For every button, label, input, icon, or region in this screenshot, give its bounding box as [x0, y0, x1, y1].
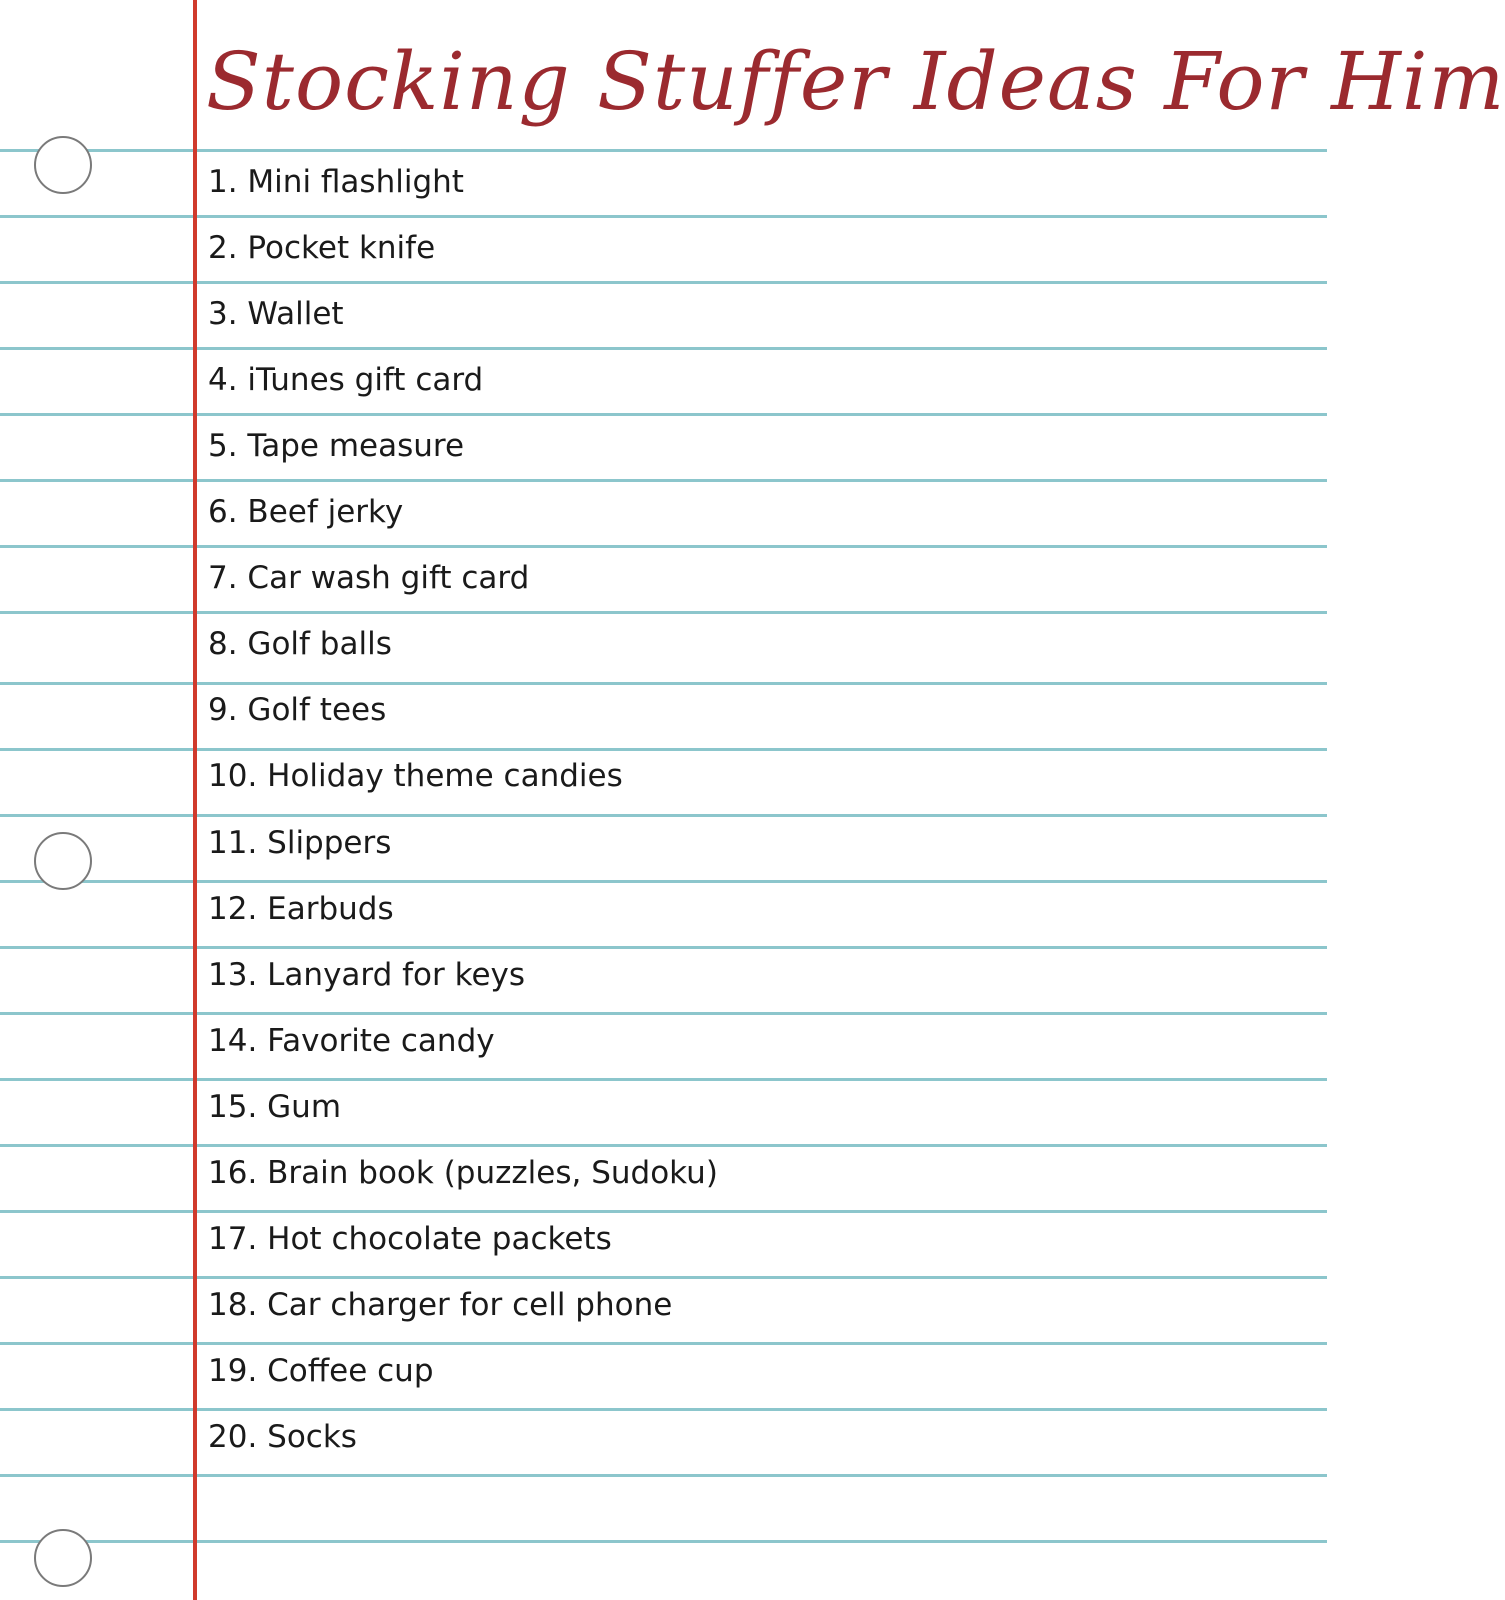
list-item: 2. Pocket knife [208, 230, 436, 266]
ruled-line [0, 1012, 1327, 1015]
ruled-line [0, 946, 1327, 949]
ruled-line [0, 479, 1327, 482]
list-item: 11. Slippers [208, 825, 392, 861]
ruled-line [0, 545, 1327, 548]
ruled-line [0, 682, 1327, 685]
list-item: 10. Holiday theme candies [208, 758, 623, 794]
ruled-line [0, 149, 1327, 152]
list-item: 6. Beef jerky [208, 494, 404, 530]
list-item: 16. Brain book (puzzles, Sudoku) [208, 1155, 718, 1191]
page-title: Stocking Stuffer Ideas For Him [206, 35, 1505, 128]
list-item: 15. Gum [208, 1089, 342, 1125]
list-item: 4. iTunes gift card [208, 362, 484, 398]
ruled-line [0, 611, 1327, 614]
ruled-line [0, 347, 1327, 350]
list-item: 20. Socks [208, 1419, 357, 1455]
ruled-line [0, 1474, 1327, 1477]
ruled-line [0, 1408, 1327, 1411]
list-item: 7. Car wash gift card [208, 560, 530, 596]
list-item: 5. Tape measure [208, 428, 465, 464]
binder-hole-middle [34, 832, 92, 890]
ruled-line [0, 1144, 1327, 1147]
list-item: 1. Mini flashlight [208, 164, 464, 200]
list-item: 9. Golf tees [208, 692, 387, 728]
list-item: 18. Car charger for cell phone [208, 1287, 673, 1323]
ruled-line [0, 1078, 1327, 1081]
list-item: 13. Lanyard for keys [208, 957, 526, 993]
list-item: 14. Favorite candy [208, 1023, 495, 1059]
ruled-line [0, 215, 1327, 218]
ruled-line [0, 1342, 1327, 1345]
ruled-line [0, 413, 1327, 416]
list-item: 3. Wallet [208, 296, 344, 332]
binder-hole-bottom [34, 1529, 92, 1587]
list-item: 8. Golf balls [208, 626, 392, 662]
ruled-line [0, 1276, 1327, 1279]
ruled-line [0, 880, 1327, 883]
ruled-line [0, 814, 1327, 817]
margin-line [193, 0, 197, 1600]
binder-hole-top [34, 136, 92, 194]
list-item: 17. Hot chocolate packets [208, 1221, 612, 1257]
ruled-line [0, 1210, 1327, 1213]
ruled-line [0, 281, 1327, 284]
ruled-line [0, 1540, 1327, 1543]
list-item: 12. Earbuds [208, 891, 394, 927]
list-item: 19. Coffee cup [208, 1353, 434, 1389]
ruled-line [0, 748, 1327, 751]
